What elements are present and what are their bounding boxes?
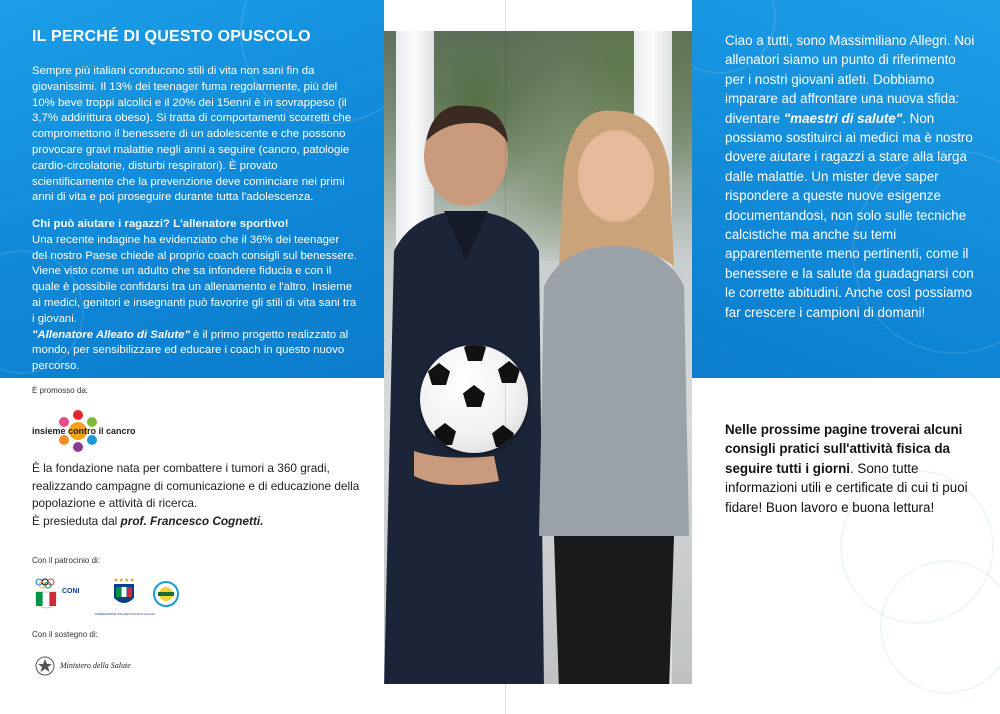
president-prefix: È presieduta dal xyxy=(32,513,121,528)
project-name: "Allenatore Alleato di Salute" xyxy=(32,328,190,341)
italian-emblem-icon xyxy=(34,654,56,678)
support-label: Con il sostegno di: xyxy=(32,630,98,639)
figc-shield-icon xyxy=(96,576,152,610)
page-fold-line xyxy=(505,0,506,714)
message-intro: Ciao a tutti, sono Massimiliano Allegri. Noi allenatori siamo un punto di riferimento per i nostri giovani atleti. Dobbiamo imparare ad affrontare una nuova sfida: diventare xyxy=(725,33,975,126)
coach-paragraph: Una recente indagine ha evidenziato che il 36% dei teenager del nostro Paese chiede al proprio coach consigli sul benessere. Viene visto come un adulto che sa infondere fiducia e con il quale è possibile confidarsi tra un allenamento e l'altro. Insieme ai medici, genitori e insegnanti può favorire gli stili di vita sani tra i giovani. xyxy=(32,233,357,325)
insieme-logo-text: insieme contro il cancro xyxy=(32,426,136,436)
closing-text: . Sono tutte informazioni utili e certificate di cui ti puoi fidare! Buon lavoro e buona lettura! xyxy=(725,460,968,515)
coni-rings-icon xyxy=(34,578,84,614)
closing-message xyxy=(725,420,977,517)
intro-paragraph: Sempre più italiani conducono stili di vita non sani fin da giovanissimi. Il 13% dei teenager fuma regolarmente, più del 10% beve troppi alcolici e il 20% dei 15enni è in sovrappeso (il 3,7% addirittura obeso). Si tratta di comportamenti scorretti che compromettono il benessere di un adolescente e che possono provocare gravi malattie negli anni a seguire (cancro, patologie cardio-circolatorie, disturbi respiratori). È provato scientificamente che la prevenzione deve cominciare nei primi anni di vita e poi proseguire durante tutta l'adolescenza. xyxy=(32,65,352,204)
coach-and-athlete-photo xyxy=(384,31,692,684)
section-subheading: Chi può aiutare i ragazzi? L'allenatore sportivo! xyxy=(32,218,289,230)
patronage-label: Con il patrocinio di: xyxy=(32,556,101,565)
insieme-logo xyxy=(32,409,142,453)
page-title: IL PERCHÉ DI QUESTO OPUSCOLO xyxy=(32,28,311,45)
foundation-text: È la fondazione nata per combattere i tumori a 360 gradi, realizzando campagne di comunicazione e di educazione della popolazione e attività di ricerca. xyxy=(32,461,360,510)
figc-logo xyxy=(94,576,156,620)
ministry-logo xyxy=(34,654,144,680)
allegri-message xyxy=(725,31,977,322)
promoted-by-label: È promosso da: xyxy=(32,386,89,395)
project-description: è il primo progetto realizzato al mondo, per sensibilizzare ed educare i coach in questo nuovo percorso. xyxy=(32,328,349,373)
apple-watermark-icon xyxy=(880,560,1000,694)
message-body: . Non possiamo sostituirci ai medici ma è nostro dovere aiutare i ragazzi a stare alla larga dalle malattie. Un mister deve saper rispondere a queste nuove esigenze documentandosi, non solo sulle tecniche calcistiche ma anche su temi apparentemente meno pertinenti, come il benessere e la salute da guadagnarsi con le corrette abitudini. Anche così possiamo far crescere i campioni di domani! xyxy=(725,110,974,320)
president-name: prof. Francesco Cognetti. xyxy=(120,513,264,528)
message-emphasis: "maestri di salute" xyxy=(783,110,903,126)
coach-section xyxy=(32,217,357,375)
soccer-ball xyxy=(420,345,528,453)
svg-text:★★★★: ★★★★ xyxy=(113,578,135,584)
coni-logo xyxy=(34,578,84,614)
figc-label: FEDERAZIONE ITALIANA GIUOCO CALCIO xyxy=(94,612,156,616)
woman-figure xyxy=(534,106,692,684)
coni-label: CONI xyxy=(62,588,80,595)
closing-bold: Nelle prossime pagine troverai alcuni consigli pratici sull'attività fisica da seguire tutti i giorni xyxy=(725,422,963,476)
settore-giovanile-icon xyxy=(152,580,180,608)
ministry-label: Ministero della Salute xyxy=(60,661,131,670)
foundation-description xyxy=(32,460,362,530)
sgs-logo xyxy=(152,580,180,608)
